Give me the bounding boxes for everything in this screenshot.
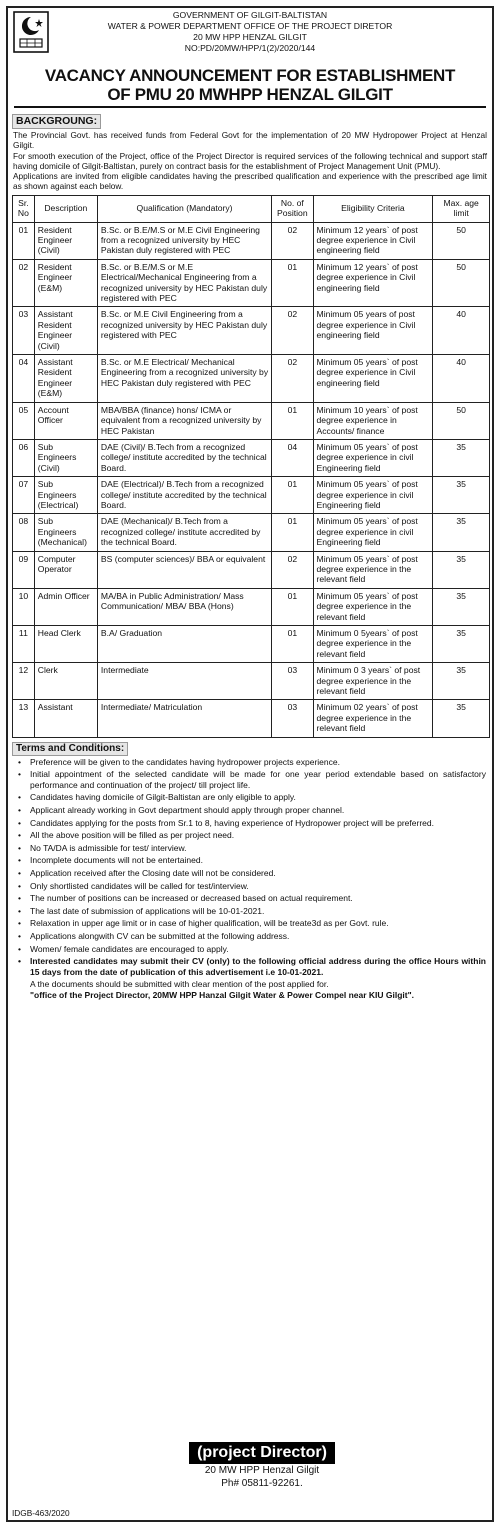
cell-qualification: B.Sc. or M.E Civil Engineering from a recognized university by HEC Pakistan duly registered with PEC [97, 307, 271, 355]
terms-section [8, 738, 492, 1001]
terms-heading: Terms and Conditions: [12, 742, 128, 756]
cell-age-limit: 50 [433, 259, 490, 307]
list-item: • The number of positions can be increased or decreased based on actual requirement. [8, 893, 486, 904]
cell-qualification: DAE (Civil)/ B.Tech from a recognized college/ institute accredited by the technical Board. [97, 439, 271, 476]
table-row [13, 663, 490, 700]
cell-eligibility: Minimum 12 years` of post degree experience in Civil engineering field [313, 259, 433, 307]
cell-age-limit: 40 [433, 307, 490, 355]
cell-eligibility: Minimum 0 5years` of post degree experience in the relevant field [313, 626, 433, 663]
cell-qualification: DAE (Electrical)/ B.Tech from a recognized college/ institute accredited by the technical Board. [97, 477, 271, 514]
cell-qualification: DAE (Mechanical)/ B.Tech from a recognized college/ institute accredited by the technical Board. [97, 514, 271, 551]
government-emblem-icon [12, 10, 50, 54]
cell-eligibility: Minimum 05 years` of post degree experience in the relevant field [313, 551, 433, 588]
list-item: • Relaxation in upper age limit or in case of higher qualification, will be treate3d as per Govt. rule. [8, 918, 486, 929]
cell-age-limit: 50 [433, 402, 490, 439]
vacancy-table-body [13, 222, 490, 737]
signature-block [176, 1442, 348, 1490]
cell-qualification: MA/BA in Public Administration/ Mass Communication/ MBA/ BBA (Hons) [97, 588, 271, 625]
table-row [13, 355, 490, 403]
signatory-phone: Ph# 05811-92261. [221, 1478, 303, 1489]
list-item: • The last date of submission of applications will be 10-01-2021. [8, 906, 486, 917]
title-line-1: VACANCY ANNOUNCEMENT FOR ESTABLISHMENT [44, 66, 456, 85]
cell-age-limit: 35 [433, 588, 490, 625]
cell-description: Resident Engineer (Civil) [34, 222, 97, 259]
cell-sr-no: 08 [13, 514, 35, 551]
cell-age-limit: 35 [433, 551, 490, 588]
header-line-government: GOVERNMENT OF GILGIT-BALTISTAN [172, 10, 328, 20]
table-row [13, 700, 490, 737]
cell-sr-no: 06 [13, 439, 35, 476]
cell-qualification: B.Sc. or B.E/M.S or M.E Electrical/Mechanical Engineering from a recognized university by HEC Pakistan duly registered with PEC [97, 259, 271, 307]
list-item: • Only shortlisted candidates will be called for test/interview. [8, 881, 486, 892]
table-row [13, 551, 490, 588]
signatory-title: (project Director) [189, 1442, 335, 1464]
cell-eligibility: Minimum 0 3 years` of post degree experience in the relevant field [313, 663, 433, 700]
cell-positions: 02 [272, 307, 313, 355]
cell-positions: 02 [272, 551, 313, 588]
background-paragraph-2: For smooth execution of the Project, office of the Project Director is required services of the following technical and support staff having domicile of Gilgit-Baltistan, purely on contract basis for the establishment of Project Management Unit (PMU). [13, 150, 487, 171]
cell-positions: 04 [272, 439, 313, 476]
cell-description: Head Clerk [34, 626, 97, 663]
cell-positions: 01 [272, 588, 313, 625]
table-row [13, 514, 490, 551]
list-item: • Preference will be given to the candidates having hydropower projects experience. [8, 757, 486, 768]
official-address: "office of the Project Director, 20MW HPP Hanzal Gilgit Water & Power Compel near KIU Gilgit". [30, 989, 415, 1000]
list-item: • Candidates applying for the posts from Sr.1 to 8, having experience of Hydropower project will be preferred. [8, 818, 486, 829]
vacancy-table [12, 195, 490, 738]
page-title [14, 66, 486, 104]
header-qualification: Qualification (Mandatory) [97, 195, 271, 222]
cell-qualification: B.Sc. or M.E Electrical/ Mechanical Engineering from a recognized university by HEC Pakistan duly registered with PEC [97, 355, 271, 403]
list-item: • Interested candidates may submit their CV (only) to the following official address during the office Hours within 15 days from the date of publication of this advertisement i.e 10-01-2021. [8, 956, 486, 977]
table-row [13, 626, 490, 663]
cell-eligibility: Minimum 02 years` of post degree experience in the relevant field [313, 700, 433, 737]
cell-positions: 01 [272, 626, 313, 663]
cell-positions: 02 [272, 222, 313, 259]
table-row [13, 477, 490, 514]
cell-eligibility: Minimum 10 years` of post degree experience in Accounts/ finance [313, 402, 433, 439]
cell-description: Resident Engineer (E&M) [34, 259, 97, 307]
cell-qualification: Intermediate/ Matriculation [97, 700, 271, 737]
table-row [13, 439, 490, 476]
terms-list [8, 757, 492, 978]
cell-age-limit: 35 [433, 514, 490, 551]
cell-eligibility: Minimum 05 years` of post degree experience in Civil engineering field [313, 355, 433, 403]
department-header [8, 8, 492, 64]
list-item: • Application received after the Closing date will not be considered. [8, 868, 486, 879]
cell-qualification: Intermediate [97, 663, 271, 700]
list-item: • All the above position will be filled as per project need. [8, 830, 486, 841]
header-line-department: WATER & POWER DEPARTMENT OFFICE OF THE PROJECT DIRETOR [107, 21, 393, 31]
cell-sr-no: 01 [13, 222, 35, 259]
list-item: • Applicant already working in Govt department should apply through proper channel. [8, 805, 486, 816]
background-heading: BACKGROUNG: [12, 114, 101, 129]
list-item: • Women/ female candidates are encouraged to apply. [8, 944, 486, 955]
cell-age-limit: 40 [433, 355, 490, 403]
cell-description: Computer Operator [34, 551, 97, 588]
cell-positions: 03 [272, 700, 313, 737]
cell-description: Admin Officer [34, 588, 97, 625]
header-sr-no: Sr. No [13, 195, 35, 222]
cell-description: Clerk [34, 663, 97, 700]
cell-eligibility: Minimum 05 years of post degree experience in Civil engineering field [313, 307, 433, 355]
header-positions: No. of Position [272, 195, 313, 222]
table-header-row [13, 195, 490, 222]
cell-qualification: B.Sc. or B.E/M.S or M.E Civil Engineering from a recognized university by HEC Pakistan duly registered with PEC [97, 222, 271, 259]
cell-positions: 01 [272, 259, 313, 307]
background-section [8, 111, 492, 192]
cell-sr-no: 12 [13, 663, 35, 700]
advertisement-reference: IDGB-463/2020 [12, 1508, 70, 1518]
title-line-2: OF PMU 20 MWHPP HENZAL GILGIT [107, 85, 393, 104]
cell-positions: 02 [272, 355, 313, 403]
cell-age-limit: 35 [433, 663, 490, 700]
cell-sr-no: 03 [13, 307, 35, 355]
cell-qualification: B.A/ Graduation [97, 626, 271, 663]
cell-age-limit: 35 [433, 439, 490, 476]
table-row [13, 259, 490, 307]
cell-description: Assistant [34, 700, 97, 737]
cell-description: Assistant Resident Engineer (Civil) [34, 307, 97, 355]
list-item: • Applications alongwith CV can be submitted at the following address. [8, 931, 486, 942]
list-item: • No TA/DA is admissible for test/ interview. [8, 843, 486, 854]
documents-note: A the documents should be submitted with clear mention of the post applied for. [30, 979, 329, 990]
cell-age-limit: 50 [433, 222, 490, 259]
background-paragraph-3: Applications are invited from eligible candidates having the prescribed qualification and experience with the prescribed age limit as shown against each below. [13, 171, 487, 192]
cell-qualification: BS (computer sciences)/ BBA or equivalent [97, 551, 271, 588]
cell-sr-no: 02 [13, 259, 35, 307]
cell-description: Sub Engineers (Electrical) [34, 477, 97, 514]
cell-sr-no: 11 [13, 626, 35, 663]
cell-eligibility: Minimum 05 years` of post degree experience in civil Engineering field [313, 477, 433, 514]
cell-sr-no: 09 [13, 551, 35, 588]
header-description: Description [34, 195, 97, 222]
signatory-office: 20 MW HPP Henzal Gilgit [204, 1465, 320, 1476]
cell-age-limit: 35 [433, 626, 490, 663]
cell-description: Sub Engineers (Civil) [34, 439, 97, 476]
cell-positions: 01 [272, 477, 313, 514]
cell-positions: 03 [272, 663, 313, 700]
table-row [13, 307, 490, 355]
cell-sr-no: 10 [13, 588, 35, 625]
cell-description: Assistant Resident Engineer (E&M) [34, 355, 97, 403]
cell-age-limit: 35 [433, 700, 490, 737]
header-line-reference-number: NO:PD/20MW/HPP/1(2)/2020/144 [184, 43, 316, 53]
cell-sr-no: 05 [13, 402, 35, 439]
cell-eligibility: Minimum 12 years` of post degree experience in Civil engineering field [313, 222, 433, 259]
title-divider [14, 106, 486, 108]
cell-sr-no: 13 [13, 700, 35, 737]
table-row [13, 402, 490, 439]
cell-sr-no: 04 [13, 355, 35, 403]
cell-positions: 01 [272, 402, 313, 439]
background-paragraph-1: The Provincial Govt. has received funds from Federal Govt for the implementation of 20 MW Hydropower Project at Henzal Gilgit. [13, 130, 487, 151]
list-item: • Initial appointment of the selected candidate will be made for one year period extendable based on satisfactory performance and continuation of the project/ till project life. [8, 769, 486, 790]
cell-eligibility: Minimum 05 years` of post degree experience in civil Engineering field [313, 439, 433, 476]
cell-description: Sub Engineers (Mechanical) [34, 514, 97, 551]
header-age-limit: Max. age limit [433, 195, 490, 222]
advertisement-page [6, 6, 494, 1522]
table-row [13, 588, 490, 625]
list-item: • Incomplete documents will not be entertained. [8, 855, 486, 866]
cell-eligibility: Minimum 05 years` of post degree experience in civil Engineering field [313, 514, 433, 551]
table-row [13, 222, 490, 259]
header-eligibility: Eligibility Criteria [313, 195, 433, 222]
list-item: • Candidates having domicile of Gilgit-Baltistan are only eligible to apply. [8, 792, 486, 803]
cell-age-limit: 35 [433, 477, 490, 514]
cell-qualification: MBA/BBA (finance) hons/ ICMA or equivalent from a recognized university by HEC Pakistan [97, 402, 271, 439]
cell-sr-no: 07 [13, 477, 35, 514]
cell-description: Account Officer [34, 402, 97, 439]
cell-eligibility: Minimum 05 years` of post degree experience in the relevant field [313, 588, 433, 625]
header-line-project: 20 MW HPP HENZAL GILGIT [193, 32, 307, 42]
cell-positions: 01 [272, 514, 313, 551]
